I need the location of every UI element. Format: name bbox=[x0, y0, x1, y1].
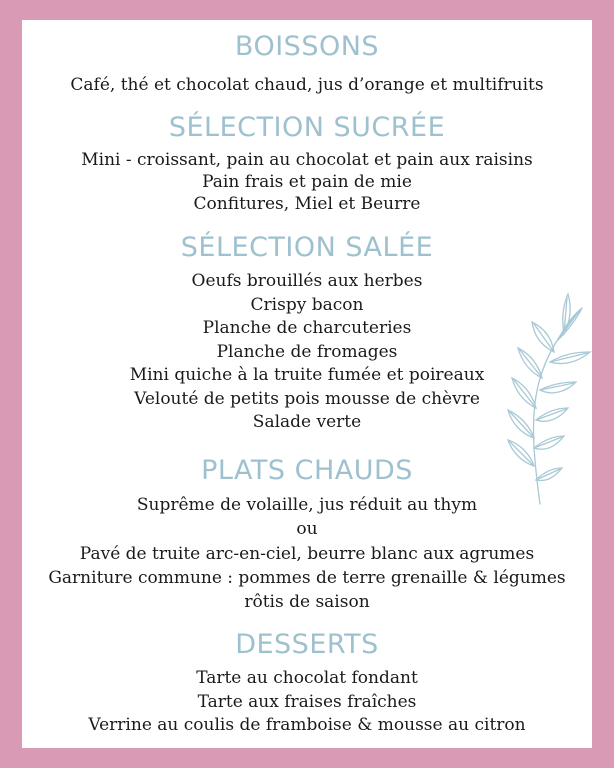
section-title-sucree: SÉLECTION SUCRÉE bbox=[168, 112, 446, 143]
menu-item: rôtis de saison bbox=[244, 592, 370, 613]
menu-item: Crispy bacon bbox=[250, 294, 364, 315]
menu-item: Salade verte bbox=[252, 412, 362, 432]
menu-item: Pavé de truite arc-en-ciel, beurre blanc aux agrumes bbox=[79, 543, 535, 564]
menu-item: Tarte au chocolat fondant bbox=[196, 668, 418, 688]
menu-item: Oeufs brouillés aux herbes bbox=[191, 271, 423, 291]
menu-item: Planche de fromages bbox=[216, 341, 398, 362]
menu-item: Planche de charcuteries bbox=[202, 318, 412, 338]
menu-item: Confitures, Miel et Beurre bbox=[193, 194, 421, 214]
section-items-sucree bbox=[22, 149, 592, 215]
section-title-salee: SÉLECTION SALÉE bbox=[180, 232, 434, 263]
section-title-boissons: BOISSONS bbox=[234, 31, 380, 62]
section-items-boissons bbox=[22, 74, 592, 98]
section-items-plats bbox=[22, 493, 592, 614]
menu-item: Garniture commune : pommes de terre grenaille & légumes bbox=[48, 567, 566, 588]
menu-item: Tarte aux fraises fraîches bbox=[197, 691, 417, 712]
section-title-plats: PLATS CHAUDS bbox=[201, 455, 413, 486]
menu-item: Mini - croissant, pain au chocolat et pain aux raisins bbox=[81, 150, 533, 170]
menu-item: Velouté de petits pois mousse de chèvre bbox=[134, 388, 480, 409]
menu-item: Verrine au coulis de framboise & mousse au citron bbox=[88, 715, 526, 735]
section-items-desserts bbox=[22, 667, 592, 738]
menu-item: Pain frais et pain de mie bbox=[202, 172, 412, 192]
leaf-branch-icon bbox=[472, 290, 592, 510]
menu-item: Mini quiche à la truite fumée et poireaux bbox=[129, 365, 485, 385]
menu-item: Café, thé et chocolat chaud, jus d’orange et multifruits bbox=[70, 75, 544, 95]
section-title-desserts: DESSERTS bbox=[235, 629, 379, 660]
menu-item: Suprême de volaille, jus réduit au thym bbox=[136, 495, 478, 515]
menu-item: ou bbox=[296, 519, 318, 540]
